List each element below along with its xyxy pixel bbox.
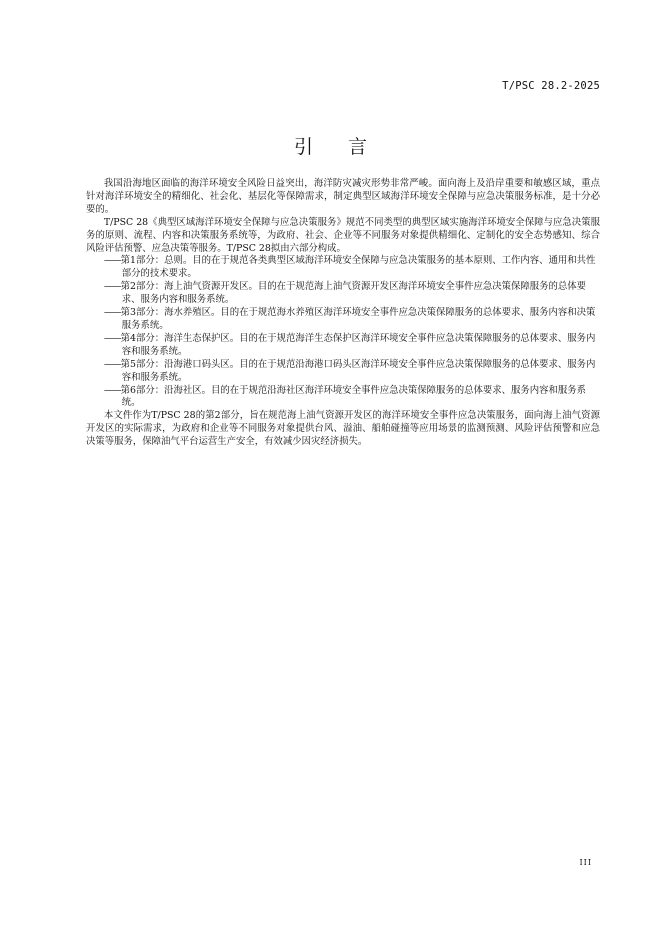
page-number: III bbox=[579, 858, 592, 867]
part-text: 第3部分：海水养殖区。目的在于规范海水养殖区海洋环境安全事件应急决策保障服务的总体要求、服务内容和决策服务系统。 bbox=[120, 307, 596, 331]
intro-paragraph-2: T/PSC 28《典型区域海洋环境安全保障与应急决策服务》规范不同类型的典型区域实施海洋环境安全保障与应急决策服务的原则、流程、内容和决策服务系统等，为政府、社会、企业等不同服务对象提供精细化、定制化的安全态势感知、综合风险评估预警、应急决策等服务。T/PSC 28拟由六部分构成。 bbox=[86, 216, 600, 254]
part-text: 第5部分：沿海港口码头区。目的在于规范沿海港口码头区海洋环境安全事件应急决策保障服务的总体要求、服务内容和服务系统。 bbox=[120, 358, 596, 383]
title-char-1: 引 bbox=[293, 136, 314, 158]
part-list-item bbox=[86, 359, 600, 385]
intro-paragraph-3: 本文件作为T/PSC 28的第2部分，旨在规范海上油气资源开发区的海洋环境安全事件应急决策服务，面向海上油气资源开发区的实际需求，为政府和企业等不同服务对象提供台风、溢油、船舶碰撞等应用场景的监测预测、风险评估预警和应急决策等服务，保障油气平台运营生产安全，有效减少因灾经济损失。 bbox=[86, 410, 600, 448]
part-text: 第1部分：总则。目的在于规范各类典型区域海洋环境安全保障与应急决策服务的基本原则、工作内容、通用和共性部分的技术要求。 bbox=[120, 255, 596, 280]
part-list-item bbox=[86, 255, 600, 281]
title-char-2: 言 bbox=[348, 136, 369, 158]
part-text: 第4部分：海洋生态保护区。目的在于规范海洋生态保护区海洋环境安全事件应急决策保障服务的总体要求、服务内容和服务系统。 bbox=[120, 332, 596, 357]
list-dash: —— bbox=[103, 281, 121, 293]
standard-number: T/PSC 28.2-2025 bbox=[502, 80, 600, 92]
page-title bbox=[0, 132, 662, 159]
list-dash: —— bbox=[103, 307, 121, 319]
part-text: 第2部分：海上油气资源开发区。目的在于规范海上油气资源开发区海洋环境安全事件应急决策保障服务的总体要求、服务内容和服务系统。 bbox=[120, 281, 586, 306]
list-dash: —— bbox=[103, 384, 121, 396]
part-text: 第6部分：沿海社区。目的在于规范沿海社区海洋环境安全事件应急决策保障服务的总体要求、服务内容和服务系统。 bbox=[120, 384, 586, 409]
intro-paragraph-1: 我国沿海地区面临的海洋环境安全风险日益突出，海洋防灾减灾形势非常严峻。面向海上及沿岸重要和敏感区域，重点针对海洋环境安全的精细化、社会化、基层化等保障需求，制定典型区域海洋环境安全保障与应急决策服务标准，是十分必要的。 bbox=[86, 178, 600, 215]
part-list-item bbox=[86, 333, 600, 359]
list-dash: —— bbox=[103, 332, 121, 344]
list-dash: —— bbox=[103, 358, 121, 370]
introduction-body bbox=[86, 178, 600, 449]
list-dash: —— bbox=[103, 255, 121, 267]
part-list-item bbox=[86, 385, 600, 411]
part-list-item bbox=[86, 281, 600, 307]
part-list-item bbox=[86, 307, 600, 333]
